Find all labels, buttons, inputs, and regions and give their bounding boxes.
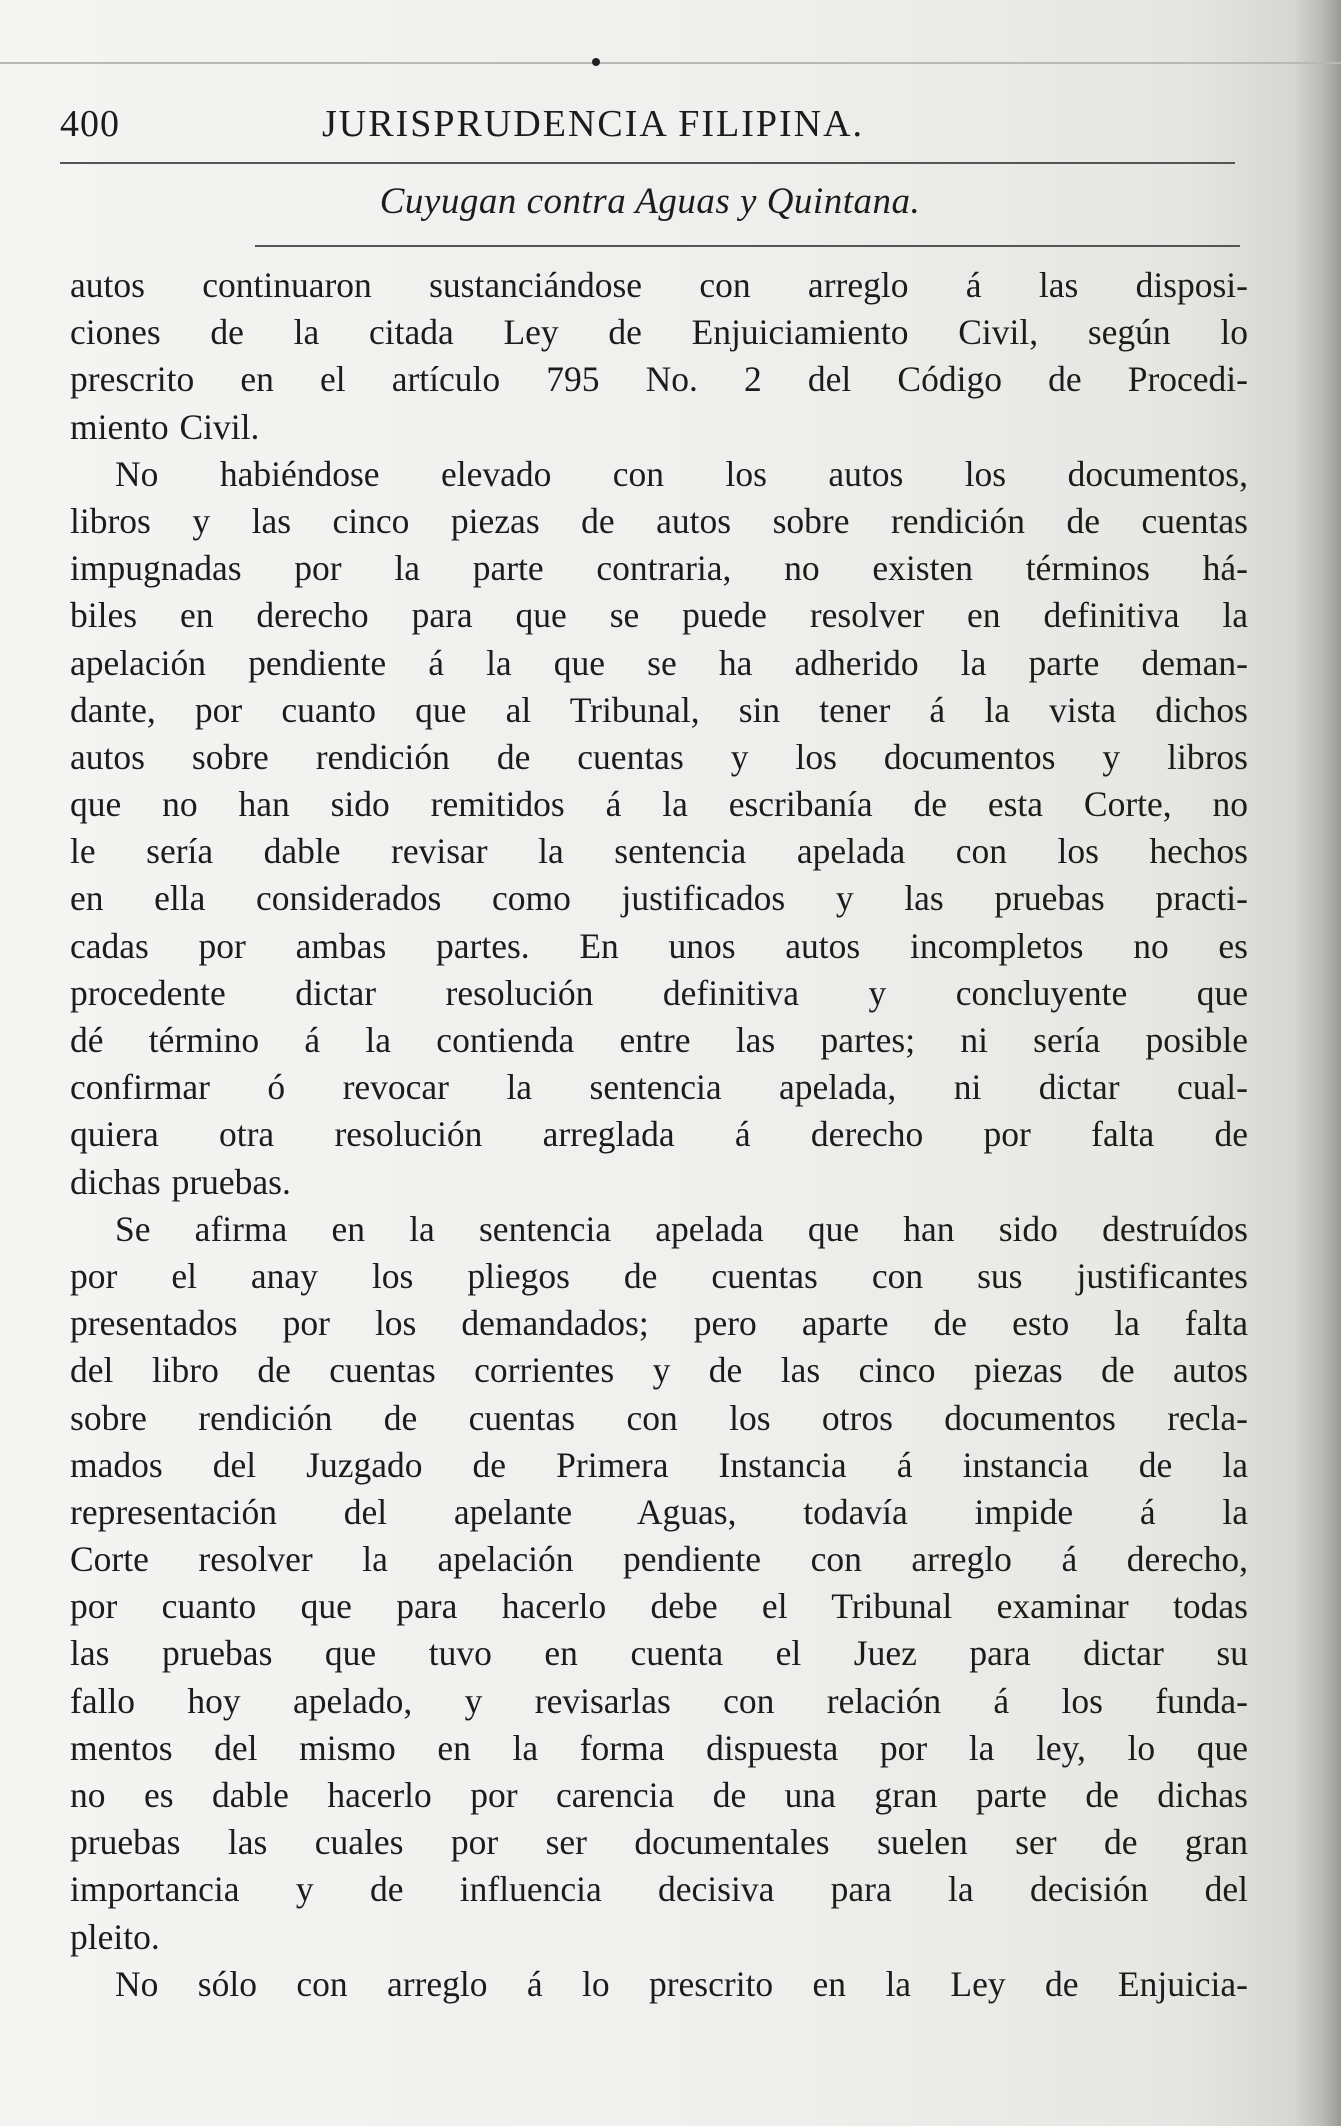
running-head — [60, 102, 1240, 152]
text-line: mados del Juzgado de Primera Instancia á instancia de la — [70, 1444, 1248, 1485]
text-line: ciones de la citada Ley de Enjuiciamiento Civil, según lo — [70, 312, 1248, 353]
text-line: libros y las cinco piezas de autos sobre rendición de cuentas — [70, 500, 1248, 541]
text-line: No sólo con arreglo á lo prescrito en la Ley de Enjuicia- — [115, 1963, 1248, 2004]
body-text — [70, 262, 1248, 2008]
text-line: Se afirma en la sentencia apelada que han sido destruídos — [115, 1208, 1248, 1249]
case-title: Cuyugan contra Aguas y Quintana. — [379, 181, 921, 222]
text-line: No habiéndose elevado con los autos los documentos, — [115, 453, 1248, 494]
text-line: por el anay los pliegos de cuentas con sus justificantes — [70, 1255, 1248, 1296]
text-line: prescrito en el artículo 795 No. 2 del Código de Procedi- — [70, 359, 1248, 400]
text-line: en ella considerados como justificados y las pruebas practi- — [70, 878, 1248, 919]
text-line: le sería dable revisar la sentencia apelada con los hechos — [70, 831, 1248, 872]
text-line: cadas por ambas partes. En unos autos incompletos no es — [70, 925, 1248, 966]
top-edge-rule — [0, 62, 1341, 64]
text-line: representación del apelante Aguas, todavía impide á la — [70, 1491, 1248, 1532]
text-line: importancia y de influencia decisiva para la decisión del — [70, 1869, 1248, 1910]
text-line: del libro de cuentas corrientes y de las cinco piezas de autos — [70, 1350, 1248, 1391]
text-line: pleito. — [70, 1916, 160, 1957]
text-line: autos continuaron sustanciándose con arreglo á las disposi- — [70, 265, 1248, 305]
text-line: pruebas las cuales por ser documentales suelen ser de gran — [70, 1822, 1248, 1863]
text-line: apelación pendiente á la que se ha adherido la parte deman- — [70, 642, 1248, 683]
text-line: autos sobre rendición de cuentas y los documentos y libros — [70, 736, 1248, 777]
text-line: que no han sido remitidos á la escribanía de esta Corte, no — [70, 784, 1248, 825]
journal-title: JURISPRUDENCIA FILIPINA. — [322, 103, 865, 145]
text-line: dante, por cuanto que al Tribunal, sin tener á la vista dichos — [70, 689, 1248, 730]
text-line: confirmar ó revocar la sentencia apelada, ni dictar cual- — [70, 1067, 1248, 1108]
text-line: procedente dictar resolución definitiva y concluyente que — [70, 972, 1248, 1013]
text-line: miento Civil. — [70, 406, 260, 447]
text-line: quiera otra resolución arreglada á derecho por falta de — [70, 1114, 1248, 1155]
text-line: no es dable hacerlo por carencia de una gran parte de dichas — [70, 1775, 1248, 1815]
page-number: 400 — [60, 103, 120, 145]
text-line: biles en derecho para que se puede resolver en definitiva la — [70, 595, 1248, 636]
text-line: impugnadas por la parte contraria, no existen términos há- — [70, 548, 1248, 589]
header-rule — [60, 162, 1235, 164]
text-line: por cuanto que para hacerlo debe el Tribunal examinar todas — [70, 1586, 1248, 1627]
case-title-rule — [255, 245, 1240, 247]
ink-dot — [592, 58, 600, 66]
text-line: sobre rendición de cuentas con los otros documentos recla- — [70, 1397, 1248, 1438]
text-line: mentos del mismo en la forma dispuesta por la ley, lo que — [70, 1727, 1248, 1768]
text-line: Corte resolver la apelación pendiente con arreglo á derecho, — [70, 1539, 1248, 1580]
text-line: presentados por los demandados; pero aparte de esto la falta — [70, 1303, 1248, 1344]
text-line: dichas pruebas. — [70, 1161, 291, 1202]
text-line: fallo hoy apelado, y revisarlas con relación á los funda- — [70, 1680, 1248, 1721]
text-line: dé término á la contienda entre las partes; ni sería posible — [70, 1020, 1248, 1060]
text-line: las pruebas que tuvo en cuenta el Juez para dictar su — [70, 1633, 1248, 1674]
binding-shadow — [1295, 0, 1341, 2126]
